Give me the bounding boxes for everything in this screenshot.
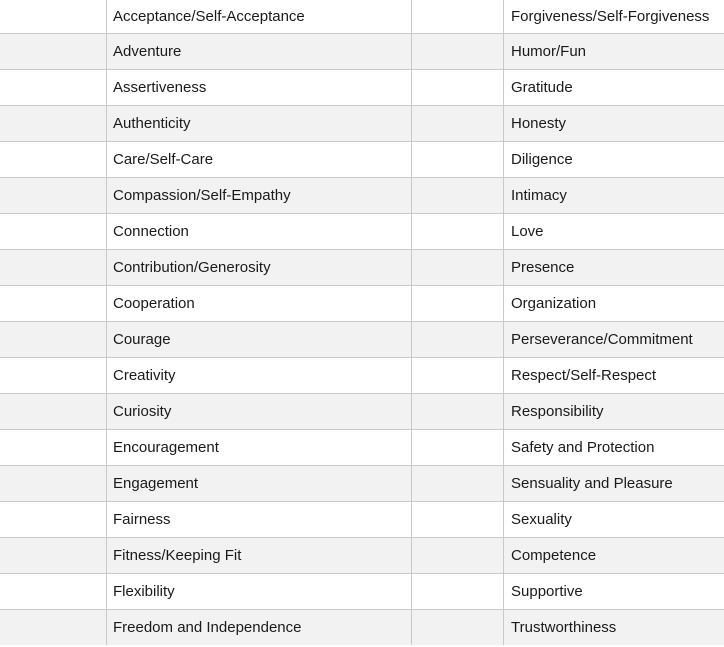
value-cell-left: Contribution/Generosity (107, 250, 412, 285)
empty-cell-middle (412, 142, 504, 177)
value-cell-right: Sensuality and Pleasure (511, 475, 673, 492)
empty-cell-middle (412, 322, 504, 357)
value-cell-right: Honesty (511, 115, 567, 132)
empty-cell-left (0, 574, 107, 609)
empty-cell-left (0, 322, 107, 357)
table-row (0, 358, 724, 394)
value-cell-left: Curiosity (107, 394, 412, 429)
value-cell-left: Acceptance/Self-Acceptance (107, 0, 412, 33)
empty-cell-left (0, 610, 107, 645)
table-row (0, 142, 724, 178)
empty-cell-middle (412, 214, 504, 249)
value-cell-left: Care/Self-Care (107, 142, 412, 177)
value-cell-right: Love (511, 223, 544, 240)
value-cell-left: Connection (107, 214, 412, 249)
empty-cell-left (0, 430, 107, 465)
value-cell-right: Trustworthiness (511, 619, 617, 636)
table-row (0, 214, 724, 250)
value-cell-right: Intimacy (511, 187, 567, 204)
table-row (0, 34, 724, 70)
table-row (0, 106, 724, 142)
empty-cell-middle (412, 610, 504, 645)
empty-cell-middle (412, 34, 504, 69)
empty-cell-left (0, 178, 107, 213)
empty-cell-middle (412, 106, 504, 141)
empty-cell-middle (412, 178, 504, 213)
table-row (0, 250, 724, 286)
value-cell-right: Competence (511, 547, 597, 564)
value-cell-right: Humor/Fun (511, 43, 587, 60)
empty-cell-middle (412, 0, 504, 33)
empty-cell-left (0, 286, 107, 321)
value-cell-right: Supportive (511, 583, 583, 600)
empty-cell-middle (412, 358, 504, 393)
empty-cell-middle (412, 286, 504, 321)
value-cell-right: Gratitude (511, 79, 573, 96)
table-row (0, 430, 724, 466)
value-cell-left: Creativity (107, 358, 412, 393)
empty-cell-middle (412, 574, 504, 609)
table-row (0, 574, 724, 610)
table-row (0, 502, 724, 538)
table-row (0, 466, 724, 502)
table-row (0, 178, 724, 214)
value-cell-left: Engagement (107, 466, 412, 501)
empty-cell-left (0, 106, 107, 141)
value-cell-left: Encouragement (107, 430, 412, 465)
empty-cell-left (0, 214, 107, 249)
empty-cell-left (0, 142, 107, 177)
value-cell-left: Compassion/Self-Empathy (107, 178, 412, 213)
empty-cell-middle (412, 466, 504, 501)
table-row (0, 0, 724, 34)
value-cell-right: Sexuality (511, 511, 572, 528)
table-row (0, 394, 724, 430)
value-cell-left: Courage (107, 322, 412, 357)
value-cell-right: Presence (511, 259, 575, 276)
value-cell-left: Freedom and Independence (107, 610, 412, 645)
empty-cell-middle (412, 538, 504, 573)
table-row (0, 538, 724, 574)
table-row (0, 610, 724, 645)
empty-cell-left (0, 358, 107, 393)
value-cell-right: Perseverance/Commitment (511, 331, 693, 348)
value-cell-left: Authenticity (107, 106, 412, 141)
value-cell-left: Fitness/Keeping Fit (107, 538, 412, 573)
table-row (0, 322, 724, 358)
empty-cell-left (0, 70, 107, 105)
value-cell-right: Responsibility (511, 403, 604, 420)
empty-cell-left (0, 394, 107, 429)
value-cell-right: Forgiveness/Self-Forgiveness (511, 8, 710, 25)
empty-cell-middle (412, 430, 504, 465)
value-cell-right: Safety and Protection (511, 439, 655, 456)
empty-cell-left (0, 466, 107, 501)
empty-cell-middle (412, 70, 504, 105)
value-cell-right: Respect/Self-Respect (511, 367, 657, 384)
value-cell-left: Cooperation (107, 286, 412, 321)
empty-cell-left (0, 0, 107, 33)
empty-cell-left (0, 502, 107, 537)
value-cell-right: Diligence (511, 151, 573, 168)
empty-cell-middle (412, 394, 504, 429)
empty-cell-left (0, 538, 107, 573)
empty-cell-left (0, 250, 107, 285)
empty-cell-middle (412, 502, 504, 537)
value-cell-left: Assertiveness (107, 70, 412, 105)
table-row (0, 286, 724, 322)
empty-cell-middle (412, 250, 504, 285)
table-row (0, 70, 724, 106)
empty-cell-left (0, 34, 107, 69)
value-cell-left: Adventure (107, 34, 412, 69)
value-cell-right: Organization (511, 295, 597, 312)
value-cell-left: Flexibility (107, 574, 412, 609)
value-cell-left: Fairness (107, 502, 412, 537)
